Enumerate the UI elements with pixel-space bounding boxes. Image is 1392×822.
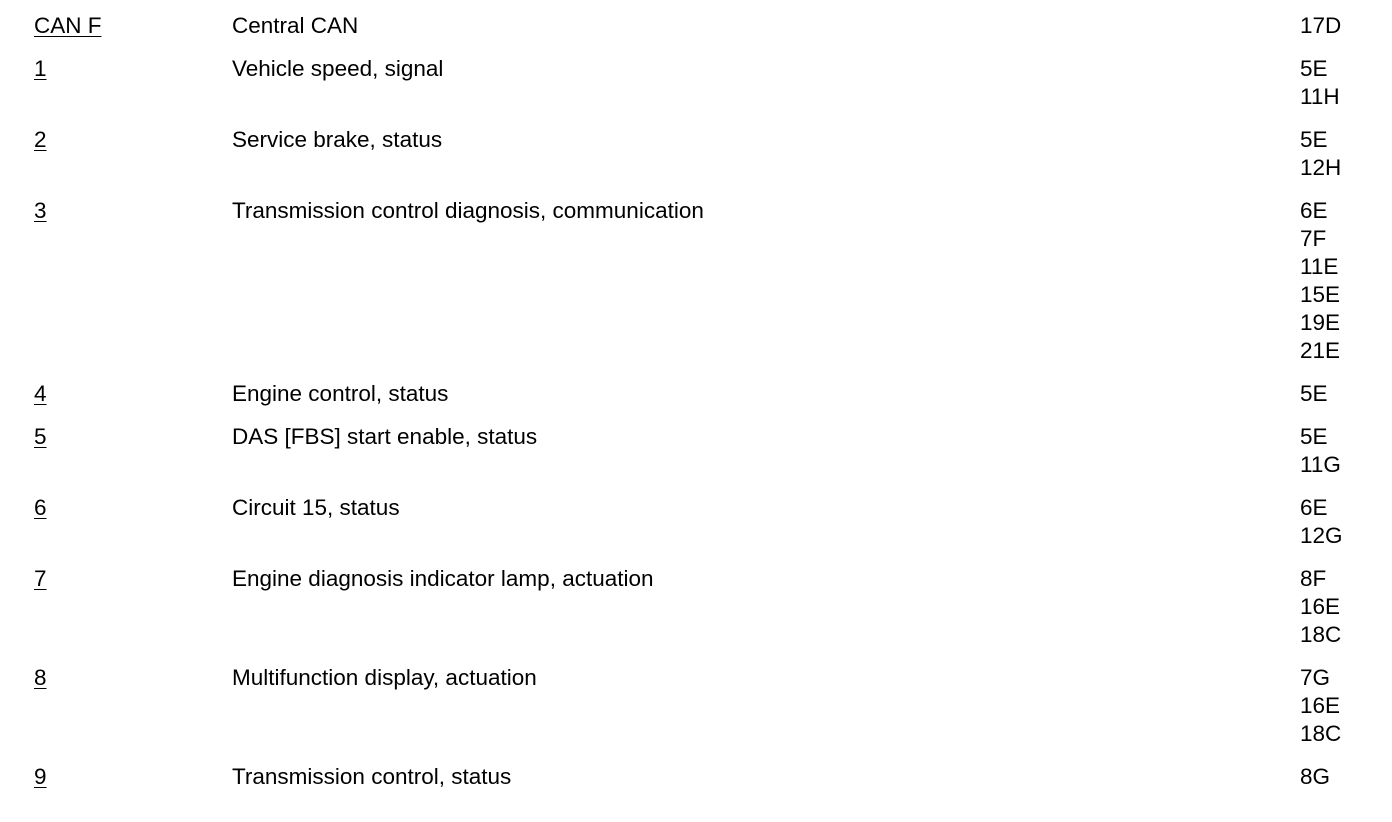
grid-reference: 6E [1300, 495, 1328, 520]
grid-reference: 7F [1300, 226, 1327, 251]
row-grid-references [1300, 763, 1330, 791]
row-grid-references [1300, 197, 1340, 365]
row-description: DAS [FBS] start enable, status [232, 424, 538, 449]
row-id-link[interactable]: CAN F [34, 13, 102, 38]
row-grid-references [1300, 423, 1341, 479]
row-id-link[interactable]: 6 [34, 495, 47, 520]
row-description: Engine control, status [232, 381, 449, 406]
row-id-link[interactable]: 7 [34, 566, 47, 591]
row-grid-references [1300, 126, 1341, 182]
row-description: Transmission control diagnosis, communication [232, 198, 704, 223]
row-grid-references [1300, 55, 1340, 111]
grid-reference: 16E [1300, 594, 1341, 619]
row-grid-references [1300, 664, 1341, 748]
row-description: Vehicle speed, signal [232, 56, 444, 81]
row-description: Service brake, status [232, 127, 443, 152]
row-grid-references [1300, 494, 1343, 550]
row-id-link[interactable]: 5 [34, 424, 47, 449]
grid-reference: 19E [1300, 310, 1341, 335]
grid-reference: 11E [1300, 254, 1339, 279]
grid-reference: 12G [1300, 523, 1343, 548]
grid-reference: 17D [1300, 13, 1342, 38]
grid-reference: 21E [1300, 338, 1341, 363]
row-id-link[interactable]: 9 [34, 764, 47, 789]
grid-reference: 11G [1300, 452, 1341, 477]
row-id-link[interactable]: 4 [34, 381, 47, 406]
grid-reference: 7G [1300, 665, 1331, 690]
grid-reference: 16E [1300, 693, 1341, 718]
grid-reference: 5E [1300, 56, 1328, 81]
row-description: Central CAN [232, 13, 359, 38]
grid-reference: 12H [1300, 155, 1342, 180]
row-grid-references [1300, 565, 1341, 649]
grid-reference: 5E [1300, 127, 1328, 152]
grid-reference: 5E [1300, 381, 1328, 406]
row-description: Transmission control, status [232, 764, 512, 789]
grid-reference: 8G [1300, 764, 1331, 789]
row-description: Engine diagnosis indicator lamp, actuation [232, 566, 654, 591]
grid-reference: 8F [1300, 566, 1327, 591]
row-description: Circuit 15, status [232, 495, 400, 520]
grid-reference: 18C [1300, 721, 1342, 746]
grid-reference: 5E [1300, 424, 1328, 449]
row-grid-references [1300, 12, 1341, 40]
grid-reference: 15E [1300, 282, 1341, 307]
row-id-link[interactable]: 8 [34, 665, 47, 690]
row-grid-references [1300, 380, 1328, 408]
grid-reference: 18C [1300, 622, 1342, 647]
row-id-link[interactable]: 2 [34, 127, 47, 152]
grid-reference: 11H [1300, 84, 1340, 109]
row-description: Multifunction display, actuation [232, 665, 537, 690]
grid-reference: 6E [1300, 198, 1328, 223]
row-id-link[interactable]: 3 [34, 198, 47, 223]
row-id-link[interactable]: 1 [34, 56, 47, 81]
